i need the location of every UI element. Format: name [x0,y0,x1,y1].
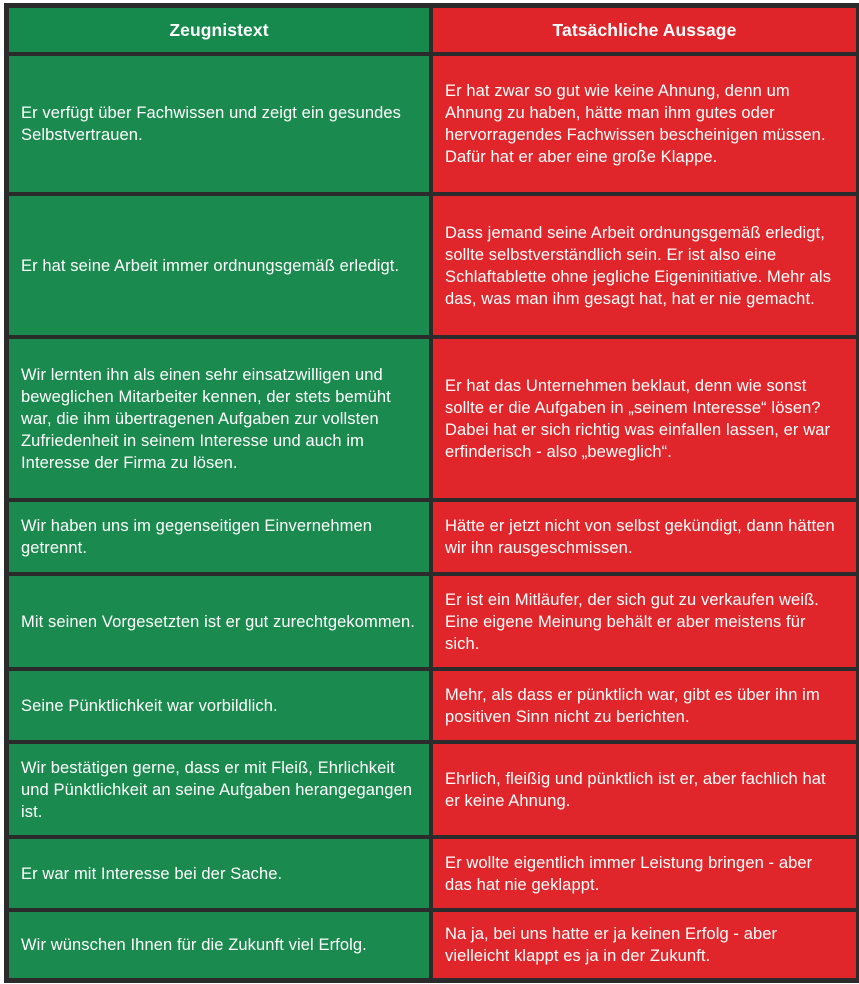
zeugnistext-cell: Wir bestätigen gerne, dass er mit Fleiß, Ehrlichkeit und Pünktlichkeit an seine Aufgaben herangegangen ist. [7,742,431,837]
aussage-cell: Er wollte eigentlich immer Leistung bringen - aber das hat nie geklappt. [431,837,858,910]
table-row [7,574,858,669]
table-row [7,54,858,194]
aussage-cell: Na ja, bei uns hatte er ja keinen Erfolg - aber vielleicht klappt es ja in der Zukunft. [431,910,858,980]
zeugnistext-cell: Er hat seine Arbeit immer ordnungsgemäß erledigt. [7,194,431,337]
table-row [7,910,858,980]
table-row [7,669,858,742]
zeugnistext-cell: Wir wünschen Ihnen für die Zukunft viel Erfolg. [7,910,431,980]
table-row [7,742,858,837]
zeugnistext-cell: Wir lernten ihn als einen sehr einsatzwilligen und beweglichen Mitarbeiter kennen, der stets bemüht war, die ihm übertragenen Aufgaben zur vollsten Zufriedenheit in seinem Interesse und auch im Interesse der Firma zu lösen. [7,337,431,500]
aussage-cell: Er hat das Unternehmen beklaut, denn wie sonst sollte er die Aufgaben in „seinem Interesse“ lösen? Dabei hat er sich richtig was einfallen lassen, er war erfinderisch - also „beweglich“. [431,337,858,500]
table-header-row [7,6,858,54]
aussage-cell: Hätte er jetzt nicht von selbst gekündigt, dann hätten wir ihn rausgeschmissen. [431,500,858,574]
aussage-cell: Er hat zwar so gut wie keine Ahnung, denn um Ahnung zu haben, hätte man ihm gutes oder hervorragendes Fachwissen bescheinigen müssen. Dafür hat er aber eine große Klappe. [431,54,858,194]
aussage-cell: Ehrlich, fleißig und pünktlich ist er, aber fachlich hat er keine Ahnung. [431,742,858,837]
aussage-cell: Er ist ein Mitläufer, der sich gut zu verkaufen weiß. Eine eigene Meinung behält er aber meistens für sich. [431,574,858,669]
zeugnistext-cell: Er verfügt über Fachwissen und zeigt ein gesundes Selbstvertrauen. [7,54,431,194]
table-row [7,337,858,500]
header-zeugnistext: Zeugnistext [7,6,431,54]
comparison-table [4,3,859,983]
zeugnistext-cell: Wir haben uns im gegenseitigen Einvernehmen getrennt. [7,500,431,574]
zeugnistext-cell: Seine Pünktlichkeit war vorbildlich. [7,669,431,742]
header-tatsaechliche-aussage: Tatsächliche Aussage [431,6,858,54]
aussage-cell: Mehr, als dass er pünktlich war, gibt es über ihn im positiven Sinn nicht zu berichten. [431,669,858,742]
table-row [7,500,858,574]
zeugnistext-cell: Er war mit Interesse bei der Sache. [7,837,431,910]
table-row [7,837,858,910]
table-row [7,194,858,337]
zeugnistext-cell: Mit seinen Vorgesetzten ist er gut zurechtgekommen. [7,574,431,669]
aussage-cell: Dass jemand seine Arbeit ordnungsgemäß erledigt, sollte selbstverständlich sein. Er ist also eine Schlaftablette ohne jegliche Eigeninitiative. Mehr als das, was man ihm gesagt hat, hat er nie gemacht. [431,194,858,337]
